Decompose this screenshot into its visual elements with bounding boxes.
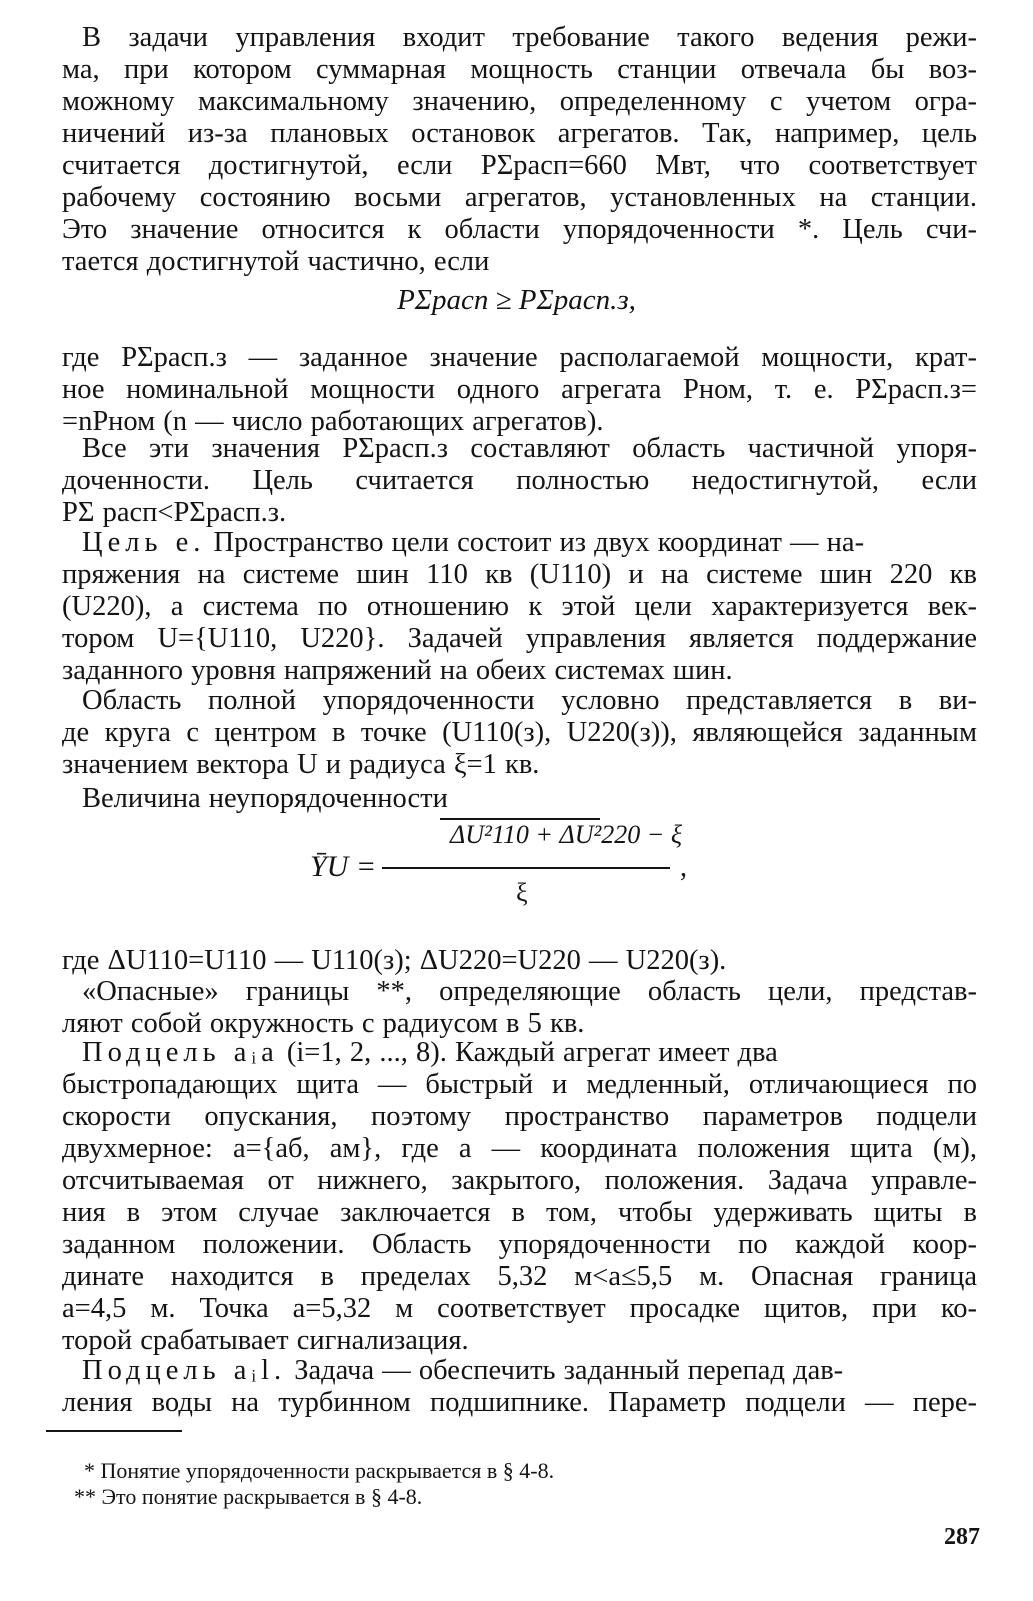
text-line: рабочему состоянию восьми агрегатов, установленных на станции. <box>62 182 977 213</box>
text-line: ляют собой окружность с радиусом в 5 кв. <box>62 1008 585 1039</box>
text-line: ления воды на турбинном подшипнике. Параметр подцели — пере- <box>62 1387 977 1418</box>
text-line: Это значение относится к области упорядоченности *. Цель счи- <box>62 214 977 245</box>
text-line: тором U={U110, U220}. Задачей управления является поддержание <box>62 623 977 654</box>
text-line: Все эти значения PΣрасп.з составляют область частичной упоря- <box>82 433 977 464</box>
text-fragment: Пространство цели состоит из двух координат — на- <box>213 527 865 558</box>
text-line: ма, при котором суммарная мощность станции отвечала бы воз- <box>62 54 977 85</box>
text-line: где PΣрасп.з — заданное значение располагаемой мощности, крат- <box>62 342 977 373</box>
text-line: Величина неупорядоченности <box>82 783 448 814</box>
formula-numerator: ΔU²110 + ΔU²220 − ξ <box>450 820 682 849</box>
text-fragment: Задача — обеспечить заданный перепад дав- <box>294 1355 844 1386</box>
text-line: где ΔU110=U110 — U110(з); ΔU220=U220 — U220(з). <box>62 945 727 976</box>
text-line: a=4,5 м. Точка a=5,32 м соответствует просадке щитов, при ко- <box>62 1293 977 1324</box>
text-line: заданного уровня напряжений на обеих системах шин. <box>62 655 733 686</box>
text-line: динате находится в пределах 5,32 м<a≤5,5 м. Опасная граница <box>62 1261 977 1292</box>
goal-e-heading: Цель е. <box>82 527 206 558</box>
text-line <box>82 1037 977 1069</box>
text-line: заданном положении. Область упорядоченности по каждой коор- <box>62 1229 977 1260</box>
text-line: тается достигнутой частично, если <box>62 246 490 277</box>
text-line: считается достигнутой, если PΣрасп=660 Мвт, что соответствует <box>62 150 977 181</box>
text-line: быстропадающих щита — быстрый и медленный, отличающиеся по <box>62 1069 977 1100</box>
footnote-rule <box>46 1430 182 1432</box>
text-line: де круга с центром в точке (U110(з), U220(з)), являющейся заданным <box>62 717 977 748</box>
subgoal-l-heading: Подцель aᵢl. <box>82 1355 287 1386</box>
footnote: * Понятие упорядоченности раскрывается в § 4-8. <box>84 1458 555 1483</box>
text-line: «Опасные» границы **, определяющие область цели, представ- <box>82 976 977 1007</box>
subgoal-a-heading: Подцель aᵢa <box>82 1037 279 1068</box>
text-line: значением вектора U и радиуса ξ=1 кв. <box>62 749 540 780</box>
fraction-bar <box>382 867 670 869</box>
text-line: В задачи управления входит требование такого ведения режи- <box>82 22 977 53</box>
text-line: отсчитываемая от нижнего, закрытого, положения. Задача управле- <box>62 1165 977 1196</box>
formula-power-inequality: PΣрасп ≥ PΣрасп.з, <box>397 284 636 316</box>
text-line <box>82 527 977 559</box>
text-line: скорости опускания, поэтому пространство параметров подцели <box>62 1101 977 1132</box>
page-number: 287 <box>944 1524 980 1550</box>
text-line: ния в этом случае заключается в том, чтобы удерживать щиты в <box>62 1197 977 1228</box>
formula-comma: , <box>680 852 687 883</box>
text-line: PΣ расп<PΣрасп.з. <box>62 497 287 528</box>
text-line <box>82 1355 977 1387</box>
formula-disorder-measure <box>300 810 720 920</box>
text-line: двухмерное: a={aб, aм}, где a — координата положения щита (м), <box>62 1133 977 1164</box>
formula-lhs: ȲU = <box>310 850 377 883</box>
text-line: (U220), а система по отношению к этой цели характеризуется век- <box>62 591 977 622</box>
text-line: можному максимальному значению, определенному с учетом огра- <box>62 86 977 117</box>
text-line: Область полной упорядоченности условно представляется в ви- <box>82 685 977 716</box>
text-line: ничений из-за плановых остановок агрегатов. Так, например, цель <box>62 118 977 149</box>
text-line: доченности. Цель считается полностью недостигнутой, если <box>62 465 977 496</box>
text-line: торой срабатывает сигнализация. <box>62 1325 469 1356</box>
footnote: ** Это понятие раскрывается в § 4-8. <box>74 1484 423 1509</box>
text-line: =nPном (n — число работающих агрегатов). <box>62 406 604 437</box>
formula-denominator: ξ <box>516 878 528 907</box>
text-fragment: (i=1, 2, ..., 8). Каждый агрегат имеет два <box>286 1037 778 1068</box>
text-line: ное номинальной мощности одного агрегата Pном, т. е. PΣрасп.з= <box>62 374 977 405</box>
text-line: пряжения на системе шин 110 кв (U110) и на системе шин 220 кв <box>62 559 977 590</box>
